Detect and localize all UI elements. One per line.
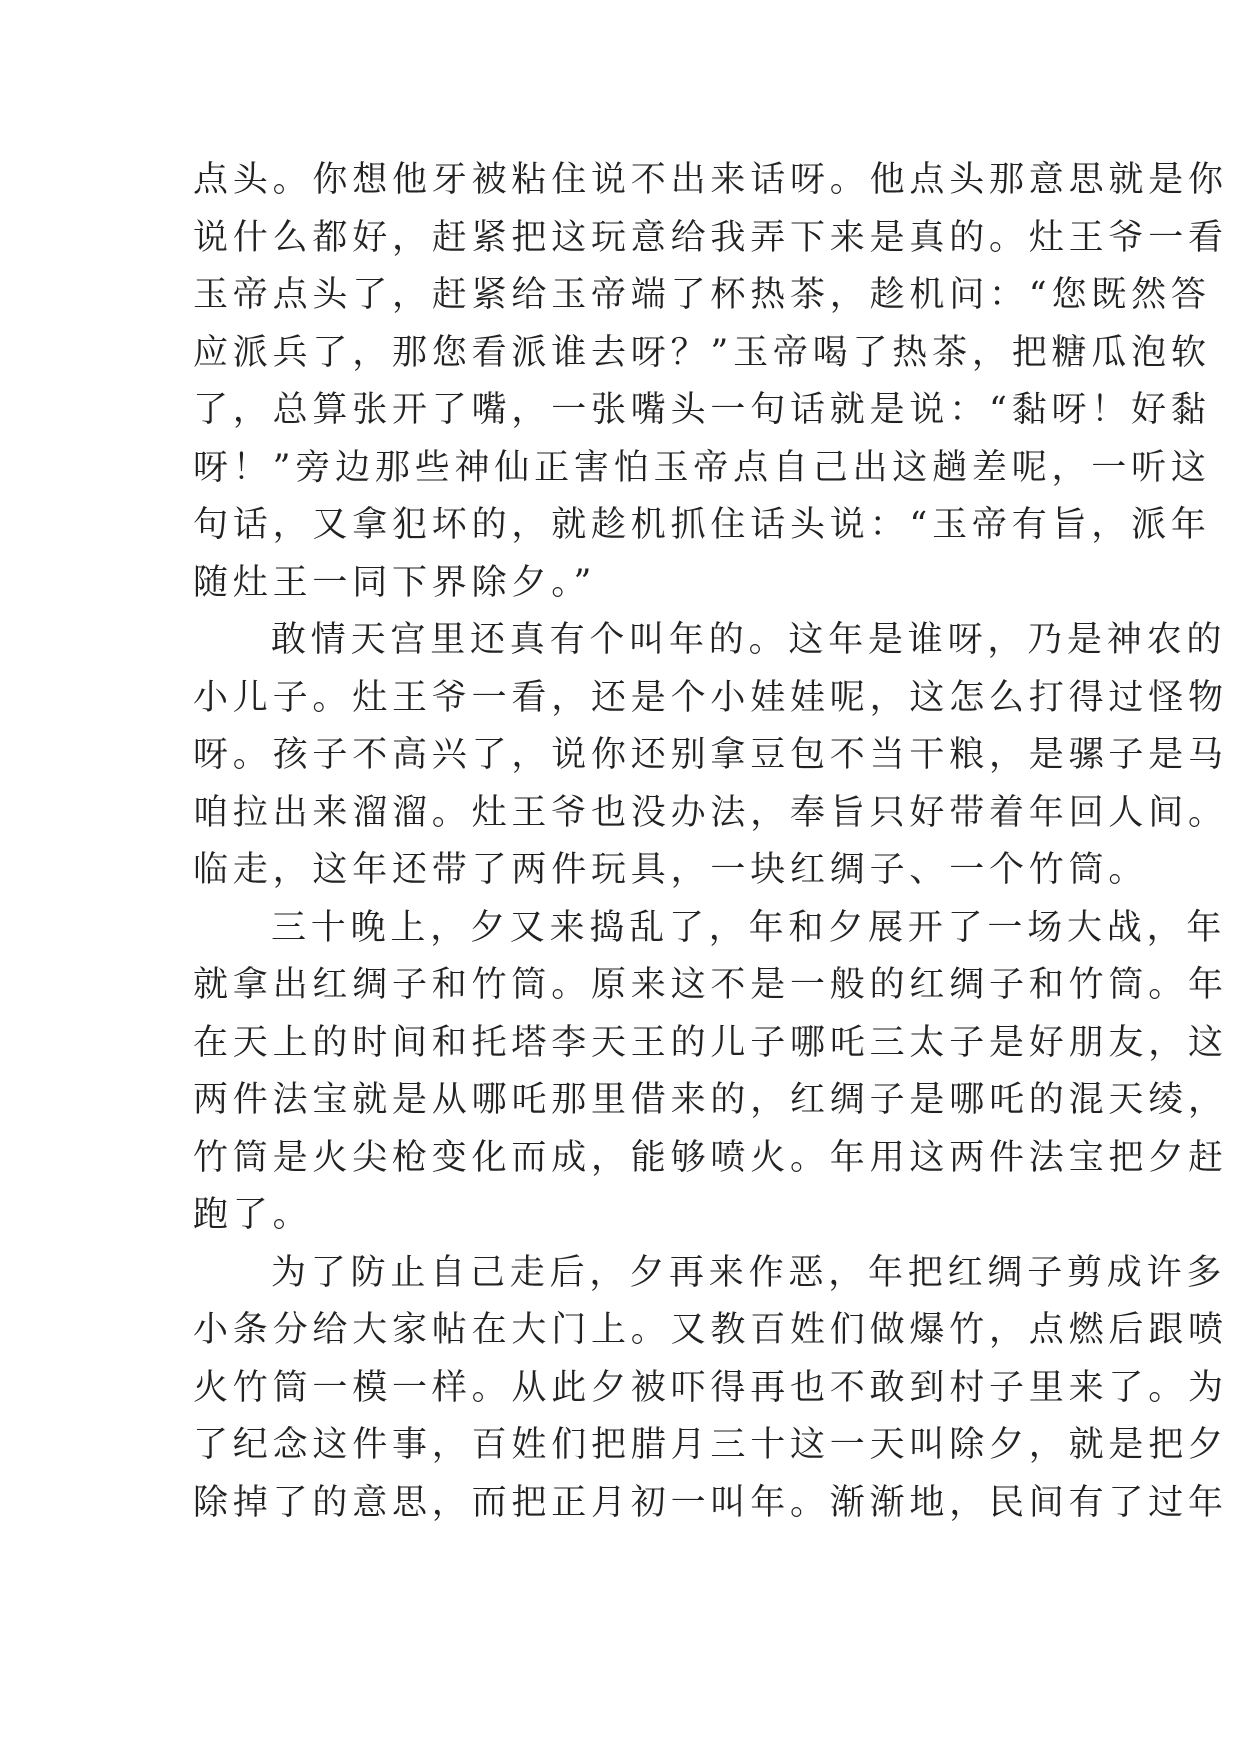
text-line: 咱拉出来溜溜。灶王爷也没办法，奉旨只好带着年回人间。 <box>193 792 1228 833</box>
body-text <box>193 152 1228 1532</box>
text-line: 了，总算张开了嘴，一张嘴头一句话就是说：“黏呀！好黏 <box>193 390 1211 430</box>
text-line: 句话，又拿犯坏的，就趁机抓住话头说：“玉帝有旨，派年 <box>193 505 1211 545</box>
text-line: 敢情天宫里还真有个叫年的。这年是谁呀，乃是神农的 <box>271 620 1227 660</box>
text-line: 小条分给大家帖在大门上。又教百姓们做爆竹，点燃后跟喷 <box>193 1310 1228 1350</box>
text-line: 了纪念这件事，百姓们把腊月三十这一天叫除夕，就是把夕 <box>193 1425 1228 1465</box>
text-line: 点头。你想他牙被粘住说不出来话呀。他点头那意思就是你 <box>193 160 1228 200</box>
text-line: 为了防止自己走后，夕再来作恶，年把红绸子剪成许多 <box>271 1252 1227 1293</box>
text-line: 两件法宝就是从哪吒那里借来的，红绸子是哪吒的混天绫， <box>193 1080 1228 1120</box>
text-line: 就拿出红绸子和竹筒。原来这不是一般的红绸子和竹筒。年 <box>193 965 1228 1005</box>
text-line: 随灶王一同下界除夕。” <box>193 562 597 603</box>
text-line: 说什么都好，赶紧把这玩意给我弄下来是真的。灶王爷一看 <box>193 217 1228 258</box>
text-line: 小儿子。灶王爷一看，还是个小娃娃呢，这怎么打得过怪物 <box>193 677 1228 718</box>
text-line: 跑了。 <box>193 1195 313 1235</box>
text-line: 竹筒是火尖枪变化而成，能够喷火。年用这两件法宝把夕赶 <box>193 1137 1228 1178</box>
text-line: 三十晚上，夕又来捣乱了，年和夕展开了一场大战，年 <box>271 907 1227 948</box>
text-line: 呀！”旁边那些神仙正害怕玉帝点自己出这趟差呢，一听这 <box>193 447 1211 488</box>
text-line: 火竹筒一模一样。从此夕被吓得再也不敢到村子里来了。为 <box>193 1367 1228 1408</box>
text-line: 在天上的时间和托塔李天王的儿子哪吒三太子是好朋友，这 <box>193 1022 1228 1063</box>
text-line: 玉帝点头了，赶紧给玉帝端了杯热茶，趁机问：“您既然答 <box>193 275 1211 315</box>
text-line: 呀。孩子不高兴了，说你还别拿豆包不当干粮，是骡子是马 <box>193 735 1228 775</box>
text-line: 应派兵了，那您看派谁去呀？”玉帝喝了热茶，把糖瓜泡软 <box>193 332 1211 373</box>
text-line: 临走，这年还带了两件玩具，一块红绸子、一个竹筒。 <box>193 850 1149 890</box>
text-line: 除掉了的意思，而把正月初一叫年。渐渐地，民间有了过年 <box>193 1482 1228 1523</box>
